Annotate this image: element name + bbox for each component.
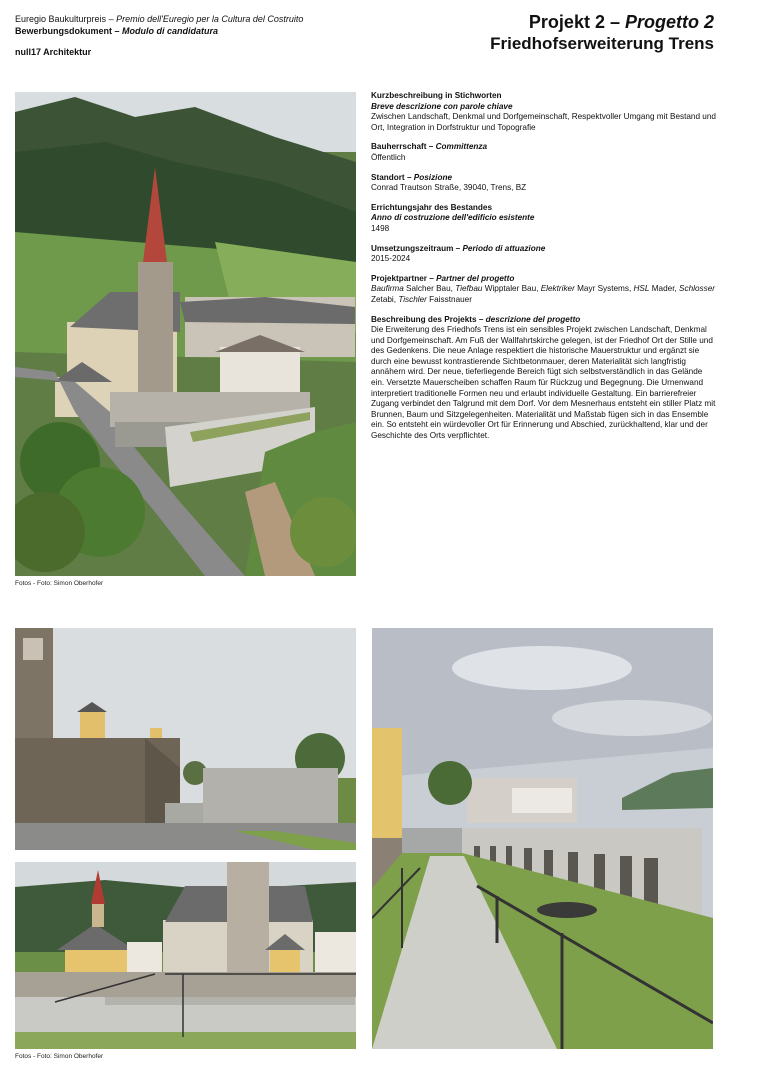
short-description-heading: Kurzbeschreibung in Stichworten: [371, 91, 502, 100]
description-text: Die Erweiterung des Friedhofs Trens ist ein sensibles Projekt zwischen Landschaft, Denkmal und Dorfgemeinschaft. Am Fuß der Wallfahrtskirche gelegen, ist der Friedhof Ort der Stille und des Gedenkens. Die neue Anlage respektiert die historische Mauerstruktur und ergänzt sie durch eine bewusst kontrastierende Sichtbetonmauer, deren Materialität sich langfristig annähern wird. Der neue, tieferliegende Bereich fügt sich selbstverständlich in das Gelände ein. Versetzte Mauerscheiben schaffen Raum für Rückzug und Begegnung. Die Urnenwand interpretiert traditionelle Formen neu und erlaubt individuelle Gestaltung. Ein barrierefreier Zugang verbindet den Talgrund mit dem Dorf. Vor dem Mesnerhaus entsteht ein stiller Platz mit Brunnen, Baum und Sitzgelegenheiten. Materialität und Maßstab fügen sich in das Ensemble ein. So entsteht ein würdevoller Ort für Erinnerung und Abschied, zurückhaltend, klar und der Geschichte des Orts verpflichtet.: [371, 325, 716, 441]
period-text: 2015-2024: [371, 254, 411, 264]
photo-caption-top: Fotos - Foto: Simon Oberhofer: [15, 580, 104, 587]
period-heading: Umsetzungszeitraum – Periodo di attuazione: [371, 243, 546, 253]
client-text: Öffentlich: [371, 152, 406, 162]
document-header: [15, 13, 303, 37]
project-info: [371, 91, 716, 451]
built-year-heading: Errichtungsjahr des Bestandes: [371, 202, 493, 212]
period-section: [371, 244, 716, 265]
short-description-text: Zwischen Landschaft, Denkmal und Dorfgemeinschaft, Respektvoller Umgang mit Bestand und Ort, Integration in Dorfstruktur und Topografie: [371, 112, 716, 132]
short-description-heading-it: Breve descrizione con parole chiave: [371, 101, 513, 111]
short-description-section: [371, 91, 716, 133]
location-section: [371, 173, 716, 194]
photo-caption-bottom: Fotos - Foto: Simon Oberhofer: [15, 1053, 104, 1060]
client-section: [371, 142, 716, 163]
wall-steps-photo: [15, 628, 356, 850]
location-heading: Standort – Posizione: [371, 172, 452, 182]
location-text: Conrad Trautson Straße, 39040, Trens, BZ: [371, 183, 527, 193]
description-section: [371, 315, 716, 442]
document-type-line: Bewerbungsdokument – Modulo di candidatura: [15, 26, 219, 36]
partners-heading: Projektpartner – Partner del progetto: [371, 273, 515, 283]
description-heading: Beschreibung des Projekts – descrizione del progetto: [371, 314, 581, 324]
project-title: Friedhofserweiterung Trens: [490, 34, 714, 53]
urn-wall-path-photo: [372, 628, 713, 1049]
office-name: null17 Architektur: [15, 47, 92, 57]
church-cemetery-photo: [15, 862, 356, 1049]
partners-section: [371, 274, 716, 306]
aerial-church-photo: [15, 92, 356, 576]
partners-text: Baufirma Salcher Bau, Tiefbau Wipptaler Bau, Elektriker Mayr Systems, HSL Mader, Schlosser Zetabi, Tischler Faisstnauer: [371, 284, 715, 304]
built-year-heading-it: Anno di costruzione dell'edificio esistente: [371, 213, 535, 223]
built-year-text: 1498: [371, 223, 390, 233]
project-number: Projekt 2 – Progetto 2: [528, 12, 714, 32]
project-heading: [490, 11, 714, 55]
competition-line: Euregio Baukulturpreis – Premio dell'Euregio per la Cultura del Costruito: [15, 14, 304, 24]
built-year-section: [371, 203, 716, 235]
client-heading: Bauherrschaft – Committenza: [371, 142, 488, 152]
